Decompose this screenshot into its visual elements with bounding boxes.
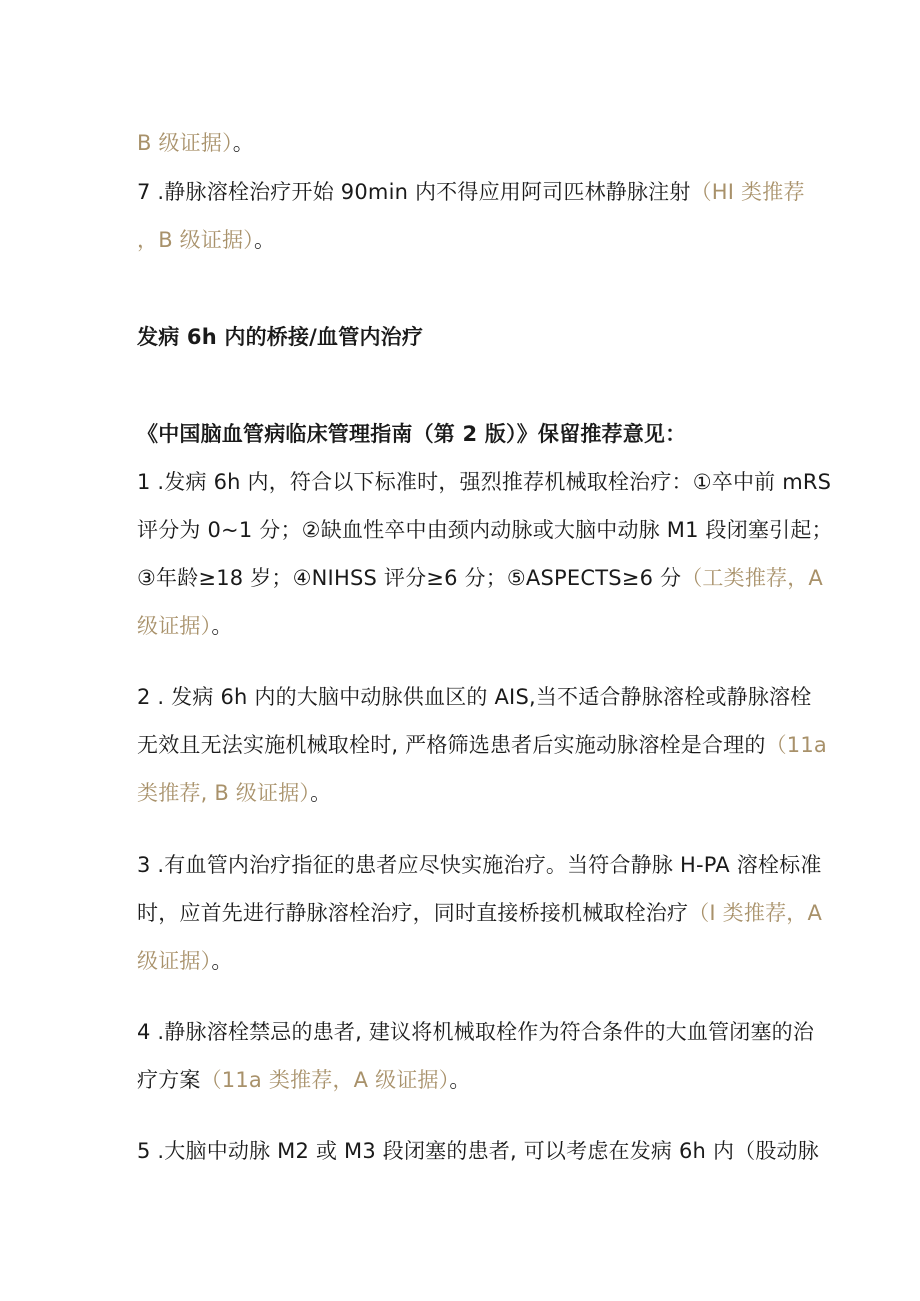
text-main: ③年龄≥18 岁；④NIHSS 评分≥6 分；⑤ASPECTS≥6 分 bbox=[137, 566, 682, 590]
text-line-8 bbox=[137, 563, 823, 593]
text-main: 2 . 发病 6h 内的大脑中动脉供血区的 AIS,当不适合静脉溶栓或静脉溶栓 bbox=[137, 685, 812, 709]
evidence-level: （11a bbox=[765, 733, 827, 757]
text-line-12 bbox=[137, 778, 331, 808]
section-heading bbox=[137, 322, 423, 352]
text-line-3 bbox=[137, 225, 275, 255]
text-tail: 。 bbox=[449, 1068, 471, 1092]
text-main: 4 .静脉溶栓禁忌的患者, 建议将机械取栓作为符合条件的大血管闭塞的治 bbox=[137, 1020, 815, 1044]
guideline-title-text: 《中国脑血管病临床管理指南（第 2 版）》保留推荐意见： bbox=[137, 422, 687, 446]
text-main: 7 .静脉溶栓治疗开始 90min 内不得应用阿司匹林静脉注射 bbox=[137, 180, 691, 204]
evidence-level: ，B 级证据） bbox=[137, 228, 254, 252]
evidence-level: （HI 类推荐 bbox=[690, 180, 805, 204]
guideline-title bbox=[137, 419, 686, 449]
text-line-14 bbox=[137, 898, 822, 928]
text-line-7 bbox=[137, 515, 833, 545]
text-main: 1 .发病 6h 内，符合以下标准时，强烈推荐机械取栓治疗：①卒中前 mRS bbox=[137, 470, 832, 494]
text-main: 无效且无法实施机械取栓时, 严格筛选患者后实施动脉溶栓是合理的 bbox=[137, 733, 766, 757]
text-tail: 。 bbox=[310, 781, 332, 805]
text-line-2 bbox=[137, 177, 805, 207]
text-line-11 bbox=[137, 730, 827, 760]
evidence-level: 类推荐, B 级证据） bbox=[137, 781, 311, 805]
evidence-level: 级证据） bbox=[137, 949, 212, 973]
text-line-15 bbox=[137, 946, 233, 976]
text-main: 疗方案 bbox=[137, 1068, 201, 1092]
evidence-level: （工类推荐，A bbox=[681, 566, 823, 590]
text-main: 评分为 0~1 分；②缺血性卒中由颈内动脉或大脑中动脉 M1 段闭塞引起； bbox=[137, 518, 833, 542]
evidence-level: 级证据） bbox=[137, 614, 212, 638]
text-tail: 。 bbox=[211, 614, 233, 638]
evidence-level: B 级证据） bbox=[137, 131, 233, 155]
text-tail: 。 bbox=[211, 949, 233, 973]
text-line-17 bbox=[137, 1065, 471, 1095]
text-line-16 bbox=[137, 1017, 814, 1047]
text-line-10 bbox=[137, 682, 811, 712]
evidence-level: （11a 类推荐，A 级证据） bbox=[200, 1068, 450, 1092]
text-main: 3 .有血管内治疗指征的患者应尽快实施治疗。当符合静脉 H-PA 溶栓标准 bbox=[137, 853, 822, 877]
text-line-6 bbox=[137, 467, 831, 497]
text-tail: 。 bbox=[253, 228, 276, 252]
text-line-9 bbox=[137, 611, 233, 641]
text-main: 时，应首先进行静脉溶栓治疗，同时直接桥接机械取栓治疗 bbox=[137, 901, 689, 925]
heading-text: 发病 6h 内的桥接/血管内治疗 bbox=[137, 325, 424, 349]
text-tail: 。 bbox=[232, 131, 254, 155]
evidence-level: （I 类推荐，A bbox=[688, 901, 823, 925]
text-line-13 bbox=[137, 850, 822, 880]
text-line-1 bbox=[137, 128, 254, 158]
text-main: 5 .大脑中动脉 M2 或 M3 段闭塞的患者, 可以考虑在发病 6h 内（股动脉 bbox=[137, 1139, 819, 1163]
text-line-18 bbox=[137, 1136, 819, 1166]
